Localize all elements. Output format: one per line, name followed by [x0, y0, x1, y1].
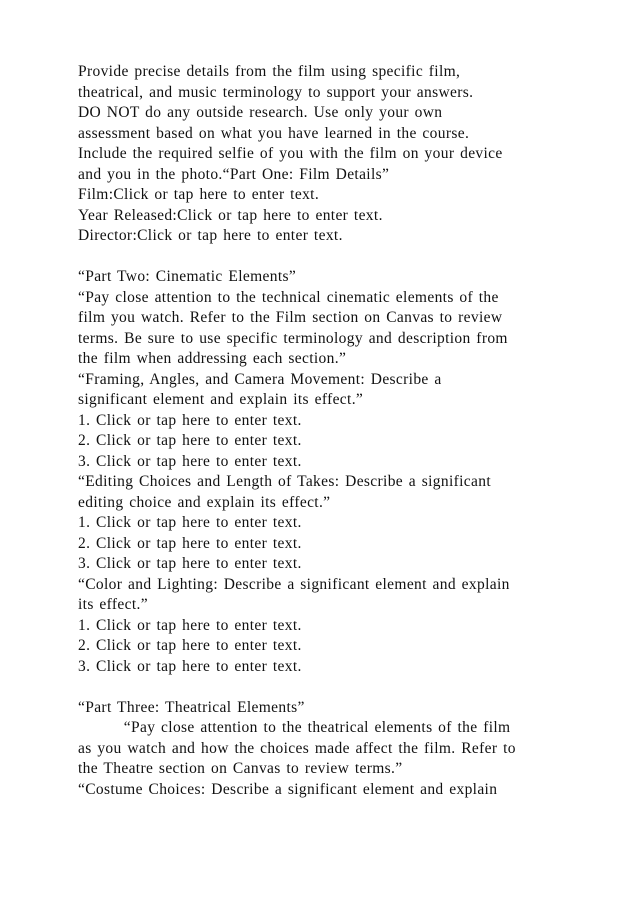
text-line: Include the required selfie of you with the film on your device — [78, 145, 503, 162]
answer-field-line[interactable]: 3. Click or tap here to enter text. — [78, 657, 302, 675]
year-released-field-line[interactable]: Year Released:Click or tap here to enter text. — [78, 206, 383, 224]
answer-field-line[interactable]: 1. Click or tap here to enter text. — [78, 514, 302, 531]
section-heading: “Part Two: Cinematic Elements” — [78, 268, 297, 285]
text-line: “Pay close attention to the technical cinematic elements of the — [78, 288, 499, 306]
text-line: the Theatre section on Canvas to review terms.” — [78, 760, 403, 777]
text-line: Provide precise details from the film using specific film, — [78, 63, 461, 80]
text-line: DO NOT do any outside research. Use only your own — [78, 104, 443, 121]
answer-field-line[interactable]: 3. Click or tap here to enter text. — [78, 555, 302, 572]
text-line: theatrical, and music terminology to support your answers. — [78, 83, 474, 101]
text-line: assessment based on what you have learned in the course. — [78, 124, 470, 142]
text-line: its effect.” — [78, 596, 148, 613]
text-line: “Costume Choices: Describe a significant element and explain — [78, 780, 498, 798]
text-line: editing choice and explain its effect.” — [78, 493, 331, 511]
blank-line — [78, 677, 568, 698]
answer-field-line[interactable]: 2. Click or tap here to enter text. — [78, 637, 302, 654]
answer-field-line[interactable]: 3. Click or tap here to enter text. — [78, 452, 302, 470]
text-line: “Framing, Angles, and Camera Movement: Describe a — [78, 370, 442, 388]
film-field-line[interactable]: Film:Click or tap here to enter text. — [78, 186, 320, 203]
text-line: and you in the photo.“Part One: Film Details” — [78, 165, 390, 183]
text-line: significant element and explain its effect.” — [78, 391, 364, 408]
text-line: “Pay close attention to the theatrical elements of the film — [78, 719, 511, 736]
text-line: “Color and Lighting: Describe a significant element and explain — [78, 575, 510, 593]
text-line: as you watch and how the choices made affect the film. Refer to — [78, 739, 516, 757]
text-line: “Editing Choices and Length of Takes: Describe a significant — [78, 473, 491, 490]
answer-field-line[interactable]: 2. Click or tap here to enter text. — [78, 534, 302, 552]
text-line: film you watch. Refer to the Film section on Canvas to review — [78, 309, 503, 326]
answer-field-line[interactable]: 2. Click or tap here to enter text. — [78, 432, 302, 449]
answer-field-line[interactable]: 1. Click or tap here to enter text. — [78, 411, 302, 429]
document-text — [78, 62, 568, 800]
section-heading: “Part Three: Theatrical Elements” — [78, 698, 305, 716]
text-line: terms. Be sure to use specific terminology and description from — [78, 329, 508, 347]
answer-field-line[interactable]: 1. Click or tap here to enter text. — [78, 616, 302, 634]
text-line: the film when addressing each section.” — [78, 350, 347, 367]
blank-line — [78, 247, 568, 268]
director-field-line[interactable]: Director:Click or tap here to enter text. — [78, 227, 343, 244]
